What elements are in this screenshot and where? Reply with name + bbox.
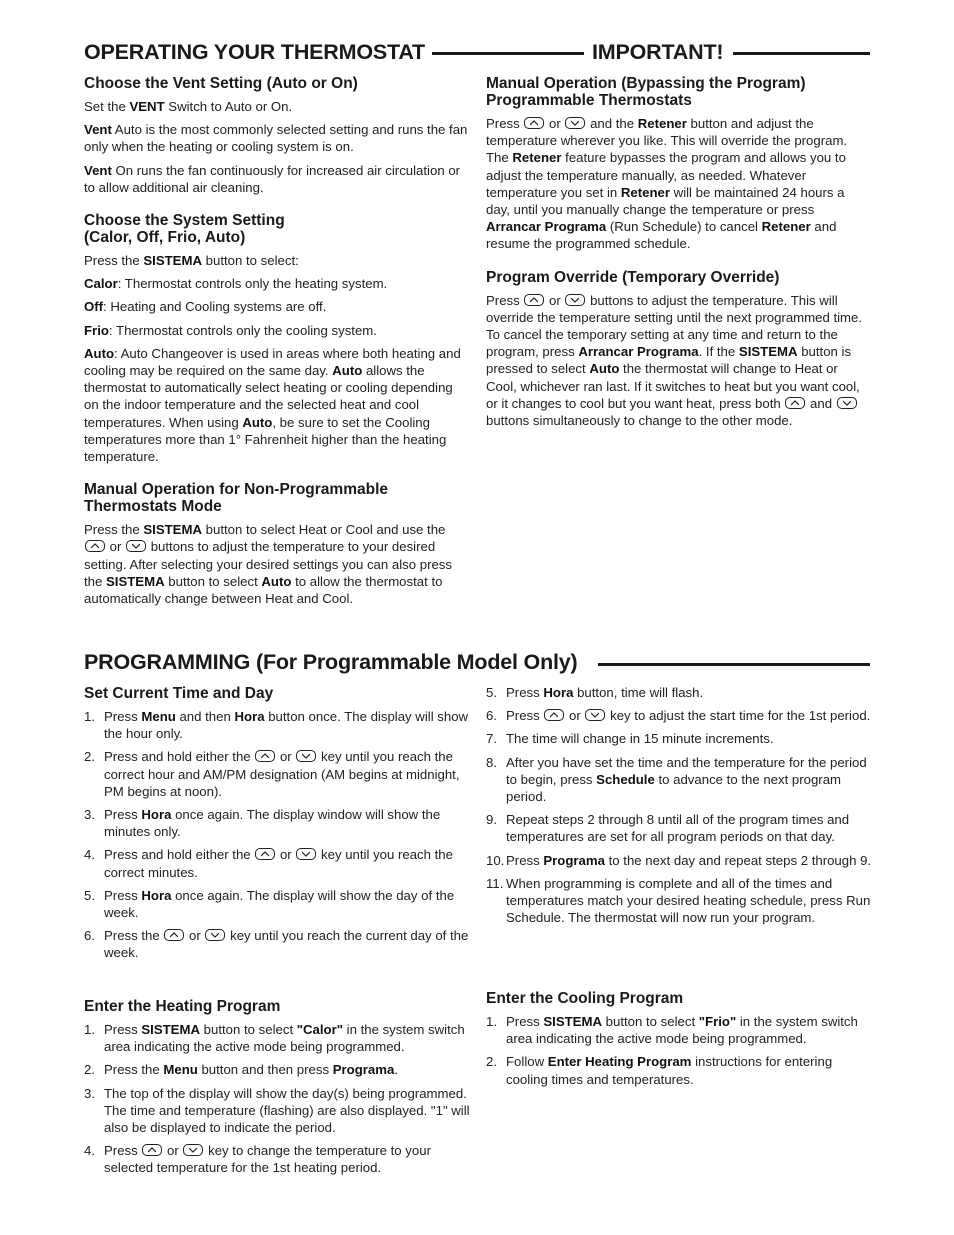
program-steps — [486, 684, 874, 926]
list-item: 3. Press Hora once again. The display window will show the minutes only. — [84, 807, 441, 840]
time-title: Set Current Time and Day — [84, 685, 274, 702]
list-item: 9. Repeat steps 2 through 8 until all of the program times and temperatures are set for all program periods on that day. — [486, 812, 850, 845]
cooling-section — [486, 990, 874, 1088]
down-arrow-key-icon — [296, 750, 316, 762]
down-arrow-key-icon — [565, 294, 585, 306]
up-arrow-key-icon — [524, 117, 544, 129]
vent-p1: Set the VENT Switch to Auto or On. — [84, 99, 293, 114]
system-off: Off: Heating and Cooling systems are off. — [84, 299, 327, 315]
list-item: 4. Press or key to change the temperature to your selected temperature for the 1st heating period. — [84, 1143, 431, 1176]
down-arrow-key-icon — [126, 540, 146, 552]
override-p: Press or buttons to adjust the temperature. This will override the temperature setting until the next programmed time. To cancel the temporary setting at any time and return to the program, press Arrancar Programa. If the SISTEMA button is pressed to select Auto the thermostat will change to Heat or Cool, whichever ran last. If it switches to heat but you want cool, or it changes to cool but you want heat, press both and buttons simultaneously to change to the other mode. — [486, 292, 863, 429]
list-item: 7. The time will change in 15 minute increments. — [486, 731, 774, 747]
list-item: 3. The top of the display will show the day(s) being programmed. The time and temperature (flashing) are also displayed. "1" will also be displayed to indicate the period. — [84, 1085, 470, 1136]
down-arrow-key-icon — [183, 1144, 203, 1156]
system-title: Choose the System Setting (Calor, Off, Frio, Auto) — [84, 212, 285, 247]
programming-right-column — [486, 684, 874, 926]
system-p1: Press the SISTEMA button to select: — [84, 253, 299, 269]
down-arrow-key-icon — [585, 709, 605, 721]
time-steps — [84, 708, 472, 962]
vent-p3: Vent On runs the fan continuously for increased air circulation or to allow additional air cleaning. — [84, 162, 461, 195]
up-arrow-key-icon — [255, 848, 275, 860]
system-calor: Calor: Thermostat controls only the heating system. — [84, 276, 388, 292]
list-item: 2. Press and hold either the or key until you reach the correct hour and AM/PM designation (AM begins at midnight, PM begins at noon). — [84, 749, 460, 799]
up-arrow-key-icon — [524, 294, 544, 306]
manual-title: Manual Operation (Bypassing the Program) Programmable Thermostats — [486, 75, 806, 109]
up-arrow-key-icon — [164, 929, 184, 941]
down-arrow-key-icon — [205, 929, 225, 941]
up-arrow-key-icon — [85, 540, 105, 552]
left-column-top — [84, 75, 470, 607]
up-arrow-key-icon — [544, 709, 564, 721]
heading-rule — [733, 52, 870, 55]
vent-p2: Vent Auto is the most commonly selected setting and runs the fan only when the heating or cooling system is on. — [84, 122, 468, 155]
list-item: 5. Press Hora once again. The display will show the day of the week. — [84, 887, 455, 921]
system-frio: Frio: Thermostat controls only the cooling system. — [84, 322, 377, 338]
up-arrow-key-icon — [785, 397, 805, 409]
down-arrow-key-icon — [296, 848, 316, 860]
heating-title: Enter the Heating Program — [84, 998, 281, 1015]
programming-left-column — [84, 685, 472, 962]
list-item: 1. Press SISTEMA button to select "Frio" in the system switch area indicating the active mode being programmed. — [486, 1014, 858, 1047]
right-column-top — [486, 75, 870, 429]
override-title: Program Override (Temporary Override) — [486, 268, 780, 286]
list-item: 6. Press the or key until you reach the current day of the week. — [84, 928, 469, 961]
system-auto: Auto: Auto Changeover is used in areas where both heating and cooling may be required on the same day. Auto allows the thermostat to automatically select heating or cooling depending on the indoor temperature and the selected heat and cool temperatures. When using Auto, be sure to set the Cooling temperatures more than 1° Fahrenheit higher than the heating temperature. — [84, 345, 461, 465]
operating-heading: OPERATING YOUR THERMOSTAT — [84, 40, 425, 64]
heating-section — [84, 998, 472, 1177]
list-item: 5. Press Hora button, time will flash. — [486, 685, 704, 700]
cooling-title: Enter the Cooling Program — [486, 990, 684, 1007]
nonprog-p1: Press the SISTEMA button to select Heat or Cool and use the or buttons to adjust the temperature to your desired setting. After selecting your desired settings you can also press the SISTEMA button to select Auto to allow the thermostat to automatically change between Heat and Cool. — [84, 522, 452, 607]
manual-p: Press or and the Retener button and adjust the temperature wherever you like. This will override the program. The Retener feature bypasses the program and allows you to adjust the temperature manually, as needed. Whatever temperature you set in Retener will be maintained 24 hours a day, until you manually change the temperature or press Arrancar Programa (Run Schedule) to cancel Retener and resume the programmed schedule. — [486, 116, 848, 252]
list-item: 8. After you have set the time and the temperature for the period to begin, press Schedule to advance to the next program period. — [486, 754, 867, 805]
up-arrow-key-icon — [255, 750, 275, 762]
list-item: 1. Press Menu and then Hora button once. The display will show the hour only. — [84, 709, 469, 742]
heating-steps — [84, 1021, 472, 1177]
cooling-steps — [486, 1013, 874, 1088]
programming-heading: PROGRAMMING (For Programmable Model Only) — [84, 650, 578, 674]
down-arrow-key-icon — [565, 117, 585, 129]
list-item: 11. When programming is complete and all of the times and temperatures match your desired heating schedule, press Run Schedule. The thermostat will now run your program. — [486, 875, 871, 926]
up-arrow-key-icon — [142, 1144, 162, 1156]
heading-rule — [432, 52, 584, 55]
vent-title: Choose the Vent Setting (Auto or On) — [84, 75, 358, 92]
list-item: 2. Follow Enter Heating Program instructions for entering cooling times and temperatures. — [486, 1054, 833, 1087]
nonprog-title: Manual Operation for Non-Programmable Thermostats Mode — [84, 481, 389, 516]
heading-rule — [598, 663, 870, 666]
list-item: 2. Press the Menu button and then press Programa. — [84, 1062, 398, 1078]
important-heading: IMPORTANT! — [592, 40, 724, 64]
list-item: 4. Press and hold either the or key until you reach the correct minutes. — [84, 847, 453, 880]
list-item: 10. Press Programa to the next day and repeat steps 2 through 9. — [486, 852, 872, 868]
list-item: 6. Press or key to adjust the start time for the 1st period. — [486, 708, 871, 724]
down-arrow-key-icon — [837, 397, 857, 409]
list-item: 1. Press SISTEMA button to select "Calor" in the system switch area indicating the active mode being programmed. — [84, 1022, 465, 1055]
